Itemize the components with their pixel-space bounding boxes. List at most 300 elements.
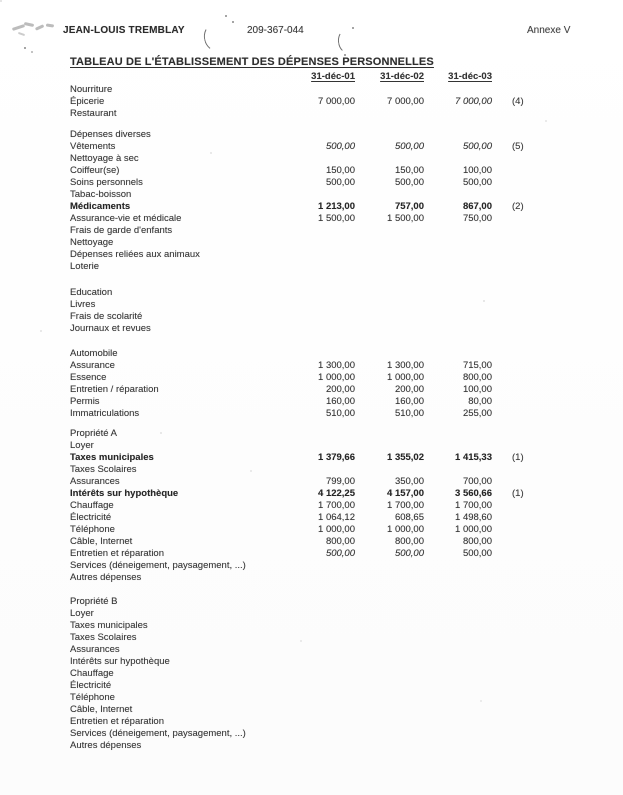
document-title: TABLEAU DE L'ÉTABLISSEMENT DES DÉPENSES PERSONNELLES	[70, 56, 434, 68]
value-cell: 1 000,00	[318, 372, 355, 383]
note-cell	[492, 384, 552, 396]
row-label: Chauffage	[70, 500, 114, 511]
annex-label: Annexe V	[527, 25, 571, 36]
expense-table	[70, 84, 613, 752]
row-label: Essence	[70, 372, 107, 383]
row-label: Soins personnels	[70, 177, 143, 188]
value-cell	[300, 237, 355, 249]
value-cell: 750,00	[462, 213, 492, 224]
expense-row	[70, 692, 613, 704]
note-cell	[492, 237, 552, 249]
value-cell: 1 700,00	[318, 500, 355, 511]
value-cell	[424, 632, 492, 644]
expense-row	[70, 396, 613, 408]
expense-row	[70, 704, 613, 716]
note-cell	[492, 213, 552, 225]
note-cell	[492, 548, 552, 560]
value-cell	[300, 311, 355, 323]
note-cell	[492, 311, 552, 323]
expense-row	[70, 108, 613, 120]
value-cell	[300, 692, 355, 704]
value-cell: 510,00	[394, 408, 424, 419]
note-cell	[492, 323, 552, 335]
note-cell	[492, 632, 552, 644]
note-cell	[492, 656, 552, 668]
value-cell	[355, 560, 424, 572]
row-label: Permis	[70, 396, 100, 407]
row-label: Dépenses reliées aux animaux	[70, 249, 200, 260]
expense-row	[70, 177, 613, 189]
value-cell	[300, 608, 355, 620]
value-cell: 1 700,00	[455, 500, 492, 511]
value-cell: 500,00	[462, 177, 492, 188]
expense-row	[70, 225, 613, 237]
note-cell: (4)	[512, 96, 524, 107]
value-cell: 1 379,66	[318, 452, 355, 463]
value-cell: 1 500,00	[318, 213, 355, 224]
expense-row	[70, 512, 613, 524]
note-cell	[492, 189, 552, 201]
row-label: Câble, Internet	[70, 704, 133, 715]
value-cell: 800,00	[462, 372, 492, 383]
section-header-row	[70, 84, 613, 96]
row-label: Intérêts sur hypothèque	[70, 656, 170, 667]
value-cell: 800,00	[394, 536, 424, 547]
value-cell: 500,00	[462, 141, 492, 152]
value-cell: 608,65	[394, 512, 424, 523]
note-cell	[492, 299, 552, 311]
expense-section	[70, 348, 613, 420]
row-label: Coiffeur(se)	[70, 165, 120, 176]
expense-row	[70, 680, 613, 692]
expense-row	[70, 384, 613, 396]
value-cell: 800,00	[462, 536, 492, 547]
expense-row	[70, 728, 613, 740]
value-cell	[355, 740, 424, 752]
value-cell: 500,00	[394, 548, 424, 559]
note-cell	[492, 440, 552, 452]
row-label: Immatriculations	[70, 408, 140, 419]
value-cell	[300, 108, 355, 120]
note-cell	[492, 476, 552, 488]
value-cell	[424, 153, 492, 165]
value-cell: 100,00	[462, 165, 492, 176]
row-label: Loyer	[70, 440, 94, 451]
row-label: Nettoyage	[70, 237, 114, 248]
value-cell	[424, 620, 492, 632]
value-cell: 3 560,66	[455, 488, 492, 499]
value-cell	[355, 620, 424, 632]
value-cell: 1 500,00	[387, 213, 424, 224]
row-label: Assurances	[70, 476, 120, 487]
value-cell	[300, 225, 355, 237]
note-cell	[492, 608, 552, 620]
note-cell	[492, 620, 552, 632]
expense-row	[70, 96, 613, 108]
expense-row	[70, 608, 613, 620]
row-label: Intérêts sur hypothèque	[70, 488, 179, 499]
value-cell	[355, 299, 424, 311]
value-cell	[300, 572, 355, 584]
value-cell: 80,00	[468, 396, 492, 407]
value-cell: 200,00	[394, 384, 424, 395]
value-cell	[300, 464, 355, 476]
value-cell	[355, 728, 424, 740]
value-cell	[424, 464, 492, 476]
value-cell	[355, 704, 424, 716]
row-label: Frais de scolarité	[70, 311, 143, 322]
value-cell	[355, 668, 424, 680]
section-title: Propriété B	[70, 596, 118, 607]
value-cell: 1 700,00	[387, 500, 424, 511]
value-cell: 799,00	[325, 476, 355, 487]
value-cell	[424, 572, 492, 584]
expense-row	[70, 311, 613, 323]
value-cell: 160,00	[394, 396, 424, 407]
value-cell: 7 000,00	[318, 96, 355, 107]
section-title: Propriété A	[70, 428, 117, 439]
value-cell: 500,00	[462, 548, 492, 559]
value-cell	[424, 237, 492, 249]
section-header-row	[70, 287, 613, 299]
value-cell: 1 300,00	[318, 360, 355, 371]
expense-row	[70, 548, 613, 560]
value-cell	[355, 153, 424, 165]
note-cell	[492, 728, 552, 740]
row-label: Assurances	[70, 644, 120, 655]
expense-row	[70, 488, 613, 500]
note-cell	[492, 668, 552, 680]
note-cell	[492, 500, 552, 512]
document-body	[70, 56, 613, 752]
value-cell	[355, 644, 424, 656]
row-label: Téléphone	[70, 524, 115, 535]
page-header	[0, 25, 623, 41]
row-label: Entretien / réparation	[70, 384, 159, 395]
value-cell: 500,00	[325, 177, 355, 188]
row-label: Taxes Scolaires	[70, 464, 137, 475]
value-cell: 7 000,00	[455, 96, 492, 107]
expense-row	[70, 323, 613, 335]
value-cell	[424, 189, 492, 201]
value-cell	[300, 632, 355, 644]
value-cell	[355, 323, 424, 335]
value-cell	[300, 323, 355, 335]
note-cell	[492, 512, 552, 524]
note-cell	[492, 261, 552, 273]
row-label: Taxes municipales	[70, 620, 148, 631]
note-cell	[492, 464, 552, 476]
note-cell: (1)	[512, 488, 524, 499]
expense-row	[70, 141, 613, 153]
row-label: Services (déneigement, paysagement, ...)	[70, 728, 246, 739]
expense-row	[70, 524, 613, 536]
value-cell: 1 000,00	[318, 524, 355, 535]
row-label: Services (déneigement, paysagement, ...)	[70, 560, 246, 571]
expense-section	[70, 428, 613, 584]
expense-row	[70, 572, 613, 584]
value-cell	[355, 249, 424, 261]
value-cell: 1 000,00	[387, 372, 424, 383]
expense-section	[70, 596, 613, 752]
value-cell	[424, 608, 492, 620]
value-cell	[300, 704, 355, 716]
note-cell	[492, 644, 552, 656]
value-cell: 500,00	[394, 177, 424, 188]
row-label: Tabac-boisson	[70, 189, 132, 200]
row-label: Autres dépenses	[70, 740, 142, 751]
value-cell	[300, 189, 355, 201]
note-cell	[492, 704, 552, 716]
person-name: JEAN-LOUIS TREMBLAY	[63, 25, 185, 36]
expense-row	[70, 500, 613, 512]
value-cell	[355, 632, 424, 644]
note-cell	[492, 572, 552, 584]
value-cell: 350,00	[394, 476, 424, 487]
row-label: Câble, Internet	[70, 536, 133, 547]
value-cell: 1 000,00	[455, 524, 492, 535]
value-cell: 500,00	[325, 141, 355, 152]
value-cell	[300, 728, 355, 740]
expense-section	[70, 129, 613, 273]
value-cell	[424, 644, 492, 656]
section-title: Nourriture	[70, 84, 113, 95]
column-header-year3: 31-déc-03	[448, 71, 492, 82]
expense-row	[70, 644, 613, 656]
note-cell	[492, 536, 552, 548]
expense-row	[70, 408, 613, 420]
row-label: Assurance-vie et médicale	[70, 213, 182, 224]
value-cell: 1 355,02	[387, 452, 424, 463]
value-cell: 1 000,00	[387, 524, 424, 535]
value-cell	[424, 261, 492, 273]
value-cell: 500,00	[394, 141, 424, 152]
row-label: Électricité	[70, 512, 112, 523]
row-label: Entretien et réparation	[70, 548, 165, 559]
value-cell	[355, 108, 424, 120]
value-cell	[300, 560, 355, 572]
value-cell: 4 122,25	[318, 488, 355, 499]
expense-row	[70, 452, 613, 464]
section-title: Education	[70, 287, 113, 298]
value-cell: 150,00	[394, 165, 424, 176]
value-cell	[300, 656, 355, 668]
row-label: Autres dépenses	[70, 572, 142, 583]
note-cell	[492, 372, 552, 384]
value-cell	[424, 680, 492, 692]
expense-row	[70, 536, 613, 548]
value-cell: 867,00	[462, 201, 492, 212]
expense-row	[70, 668, 613, 680]
value-cell	[424, 311, 492, 323]
expense-section	[70, 84, 613, 120]
section-title: Dépenses diverses	[70, 129, 151, 140]
row-label: Chauffage	[70, 668, 114, 679]
row-label: Nettoyage à sec	[70, 153, 139, 164]
value-cell	[424, 560, 492, 572]
value-cell	[300, 299, 355, 311]
value-cell	[300, 668, 355, 680]
note-cell	[492, 692, 552, 704]
row-label: Téléphone	[70, 692, 115, 703]
value-cell	[355, 464, 424, 476]
note-cell: (2)	[512, 201, 524, 212]
row-label: Loterie	[70, 261, 100, 272]
row-label: Restaurant	[70, 108, 117, 119]
value-cell: 700,00	[462, 476, 492, 487]
value-cell	[424, 440, 492, 452]
note-cell	[492, 108, 552, 120]
expense-row	[70, 189, 613, 201]
section-header-row	[70, 428, 613, 440]
value-cell	[300, 261, 355, 273]
row-label: Épicerie	[70, 96, 105, 107]
value-cell	[300, 644, 355, 656]
note-cell	[492, 396, 552, 408]
expense-row	[70, 632, 613, 644]
value-cell	[355, 656, 424, 668]
row-label: Taxes Scolaires	[70, 632, 137, 643]
note-cell	[492, 249, 552, 261]
value-cell	[424, 249, 492, 261]
expense-row	[70, 620, 613, 632]
value-cell	[424, 740, 492, 752]
value-cell	[355, 440, 424, 452]
value-cell	[424, 704, 492, 716]
expense-row	[70, 464, 613, 476]
value-cell	[355, 261, 424, 273]
value-cell	[424, 728, 492, 740]
value-cell: 500,00	[325, 548, 355, 559]
value-cell	[424, 668, 492, 680]
row-label: Loyer	[70, 608, 94, 619]
row-label: Assurance	[70, 360, 115, 371]
row-label: Médicaments	[70, 201, 131, 212]
note-cell	[492, 560, 552, 572]
value-cell	[355, 692, 424, 704]
value-cell	[355, 680, 424, 692]
value-cell	[355, 716, 424, 728]
value-cell: 715,00	[462, 360, 492, 371]
expense-row	[70, 440, 613, 452]
column-header-row	[70, 71, 613, 83]
value-cell: 1 415,33	[455, 452, 492, 463]
section-header-row	[70, 596, 613, 608]
note-cell	[492, 408, 552, 420]
label-column-spacer	[70, 71, 300, 83]
value-cell	[424, 692, 492, 704]
value-cell	[424, 656, 492, 668]
row-label: Vêtements	[70, 141, 116, 152]
value-cell	[300, 740, 355, 752]
expense-row	[70, 261, 613, 273]
expense-row	[70, 360, 613, 372]
row-label: Journaux et revues	[70, 323, 151, 334]
expense-row	[70, 213, 613, 225]
expense-row	[70, 153, 613, 165]
section-header-row	[70, 348, 613, 360]
expense-row	[70, 249, 613, 261]
expense-row	[70, 299, 613, 311]
expense-row	[70, 165, 613, 177]
value-cell	[355, 189, 424, 201]
expense-row	[70, 656, 613, 668]
note-cell	[492, 165, 552, 177]
case-number: 209-367-044	[247, 25, 304, 36]
note-cell	[492, 153, 552, 165]
value-cell	[300, 680, 355, 692]
row-label: Frais de garde d'enfants	[70, 225, 173, 236]
row-label: Livres	[70, 299, 96, 310]
expense-row	[70, 716, 613, 728]
value-cell: 200,00	[325, 384, 355, 395]
note-cell	[492, 360, 552, 372]
column-header-year1: 31-déc-01	[311, 71, 355, 82]
value-cell	[300, 440, 355, 452]
value-cell	[424, 299, 492, 311]
value-cell	[355, 311, 424, 323]
value-cell	[300, 249, 355, 261]
expense-row	[70, 560, 613, 572]
note-cell	[492, 225, 552, 237]
expense-row	[70, 740, 613, 752]
row-label: Électricité	[70, 680, 112, 691]
value-cell	[355, 237, 424, 249]
expense-row	[70, 476, 613, 488]
scan-noise	[0, 0, 2, 2]
value-cell: 800,00	[325, 536, 355, 547]
note-cell: (1)	[512, 452, 524, 463]
expense-row	[70, 237, 613, 249]
expense-section	[70, 287, 613, 335]
value-cell: 757,00	[394, 201, 424, 212]
value-cell	[300, 620, 355, 632]
note-cell	[492, 177, 552, 189]
value-cell: 1 064,12	[318, 512, 355, 523]
expense-row	[70, 372, 613, 384]
value-cell	[424, 225, 492, 237]
value-cell	[300, 153, 355, 165]
value-cell: 4 157,00	[387, 488, 424, 499]
value-cell: 160,00	[325, 396, 355, 407]
expense-row	[70, 201, 613, 213]
value-cell	[424, 323, 492, 335]
value-cell: 1 213,00	[318, 201, 355, 212]
note-cell	[492, 680, 552, 692]
note-cell	[492, 740, 552, 752]
value-cell	[355, 225, 424, 237]
note-cell	[492, 524, 552, 536]
value-cell: 1 498,60	[455, 512, 492, 523]
value-cell: 100,00	[462, 384, 492, 395]
value-cell: 1 300,00	[387, 360, 424, 371]
row-label: Entretien et réparation	[70, 716, 165, 727]
value-cell	[300, 716, 355, 728]
value-cell	[355, 572, 424, 584]
column-header-year2: 31-déc-02	[380, 71, 424, 82]
section-title: Automobile	[70, 348, 118, 359]
note-cell	[492, 716, 552, 728]
value-cell: 510,00	[325, 408, 355, 419]
value-cell	[355, 608, 424, 620]
section-header-row	[70, 129, 613, 141]
note-column-spacer	[492, 71, 552, 83]
value-cell: 7 000,00	[387, 96, 424, 107]
value-cell	[424, 716, 492, 728]
value-cell: 150,00	[325, 165, 355, 176]
note-cell: (5)	[512, 141, 524, 152]
row-label: Taxes municipales	[70, 452, 154, 463]
